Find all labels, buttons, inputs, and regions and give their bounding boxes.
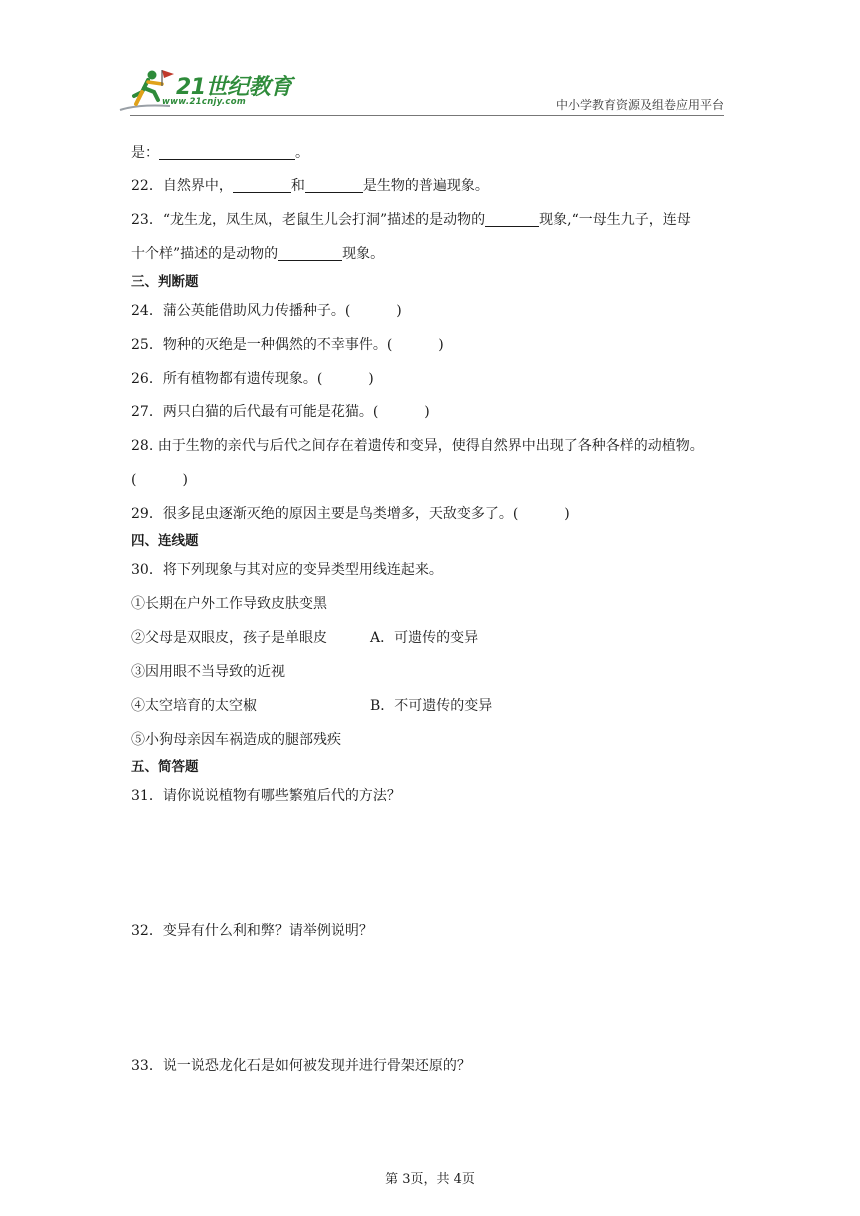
- question-30-stem: 30．将下列现象与其对应的变异类型用线连起来。: [131, 562, 443, 578]
- logo-text: 21世纪教育: [176, 75, 292, 100]
- question-28-line-2: ( ): [131, 472, 188, 488]
- question-31: 31．请你说说植物有哪些繁殖后代的方法？: [131, 788, 401, 804]
- question-27: 27．两只白猫的后代最有可能是花猫。( ): [131, 404, 430, 420]
- match-item[interactable]: ③因用眼不当导致的近视: [131, 664, 285, 680]
- platform-name: 中小学教育资源及组卷应用平台: [555, 98, 724, 112]
- site-logo: [118, 66, 298, 116]
- question-29: 29．很多昆虫逐渐灭绝的原因主要是鸟类增多，天敌变多了。( ): [131, 506, 570, 522]
- question-23-line-2: 十个样”描述的是动物的 现象。: [131, 246, 385, 262]
- match-item[interactable]: ②父母是双眼皮，孩子是单眼皮: [131, 630, 327, 646]
- match-item[interactable]: ④太空培育的太空椒: [131, 698, 257, 714]
- runner-logo-icon: [118, 66, 178, 116]
- match-item[interactable]: ①长期在户外工作导致皮肤变黑: [131, 596, 327, 612]
- page-footer: 第 3页，共 4页: [385, 1172, 475, 1187]
- question-21-answer-line: 是： 。: [131, 145, 309, 161]
- section-title-matching: 四、连线题: [131, 533, 199, 549]
- header-divider: [130, 115, 724, 116]
- fill-blank[interactable]: [159, 145, 295, 160]
- question-23-line-1: 23．“龙生龙，凤生凤，老鼠生儿会打洞”描述的是动物的 现象,“一母生九子，连母: [131, 212, 691, 228]
- question-24: 24．蒲公英能借助风力传播种子。( ): [131, 303, 402, 319]
- question-32: 32．变异有什么利和弊？请举例说明？: [131, 923, 373, 939]
- page-header: [0, 0, 860, 120]
- match-option-b[interactable]: B．不可遗传的变异: [370, 698, 493, 714]
- section-title-short-answer: 五、简答题: [131, 759, 199, 775]
- match-option-a[interactable]: A．可遗传的变异: [370, 630, 479, 646]
- fill-blank[interactable]: [233, 178, 291, 193]
- logo-url: www.21cnjy.com: [162, 97, 246, 107]
- fill-blank[interactable]: [278, 246, 342, 261]
- question-28-line-1: 28. 由于生物的亲代与后代之间存在着遗传和变异，使得自然界中出现了各种各样的动植物。: [131, 438, 704, 454]
- section-title-judgment: 三、判断题: [131, 274, 199, 290]
- question-22: 22．自然界中， 和 是生物的普遍现象。: [131, 178, 489, 194]
- fill-blank[interactable]: [305, 178, 363, 193]
- question-25: 25．物种的灭绝是一种偶然的不幸事件。( ): [131, 337, 444, 353]
- question-26: 26．所有植物都有遗传现象。( ): [131, 371, 374, 387]
- question-33: 33．说一说恐龙化石是如何被发现并进行骨架还原的？: [131, 1058, 471, 1074]
- fill-blank[interactable]: [485, 212, 539, 227]
- match-item[interactable]: ⑤小狗母亲因车祸造成的腿部残疾: [131, 732, 341, 748]
